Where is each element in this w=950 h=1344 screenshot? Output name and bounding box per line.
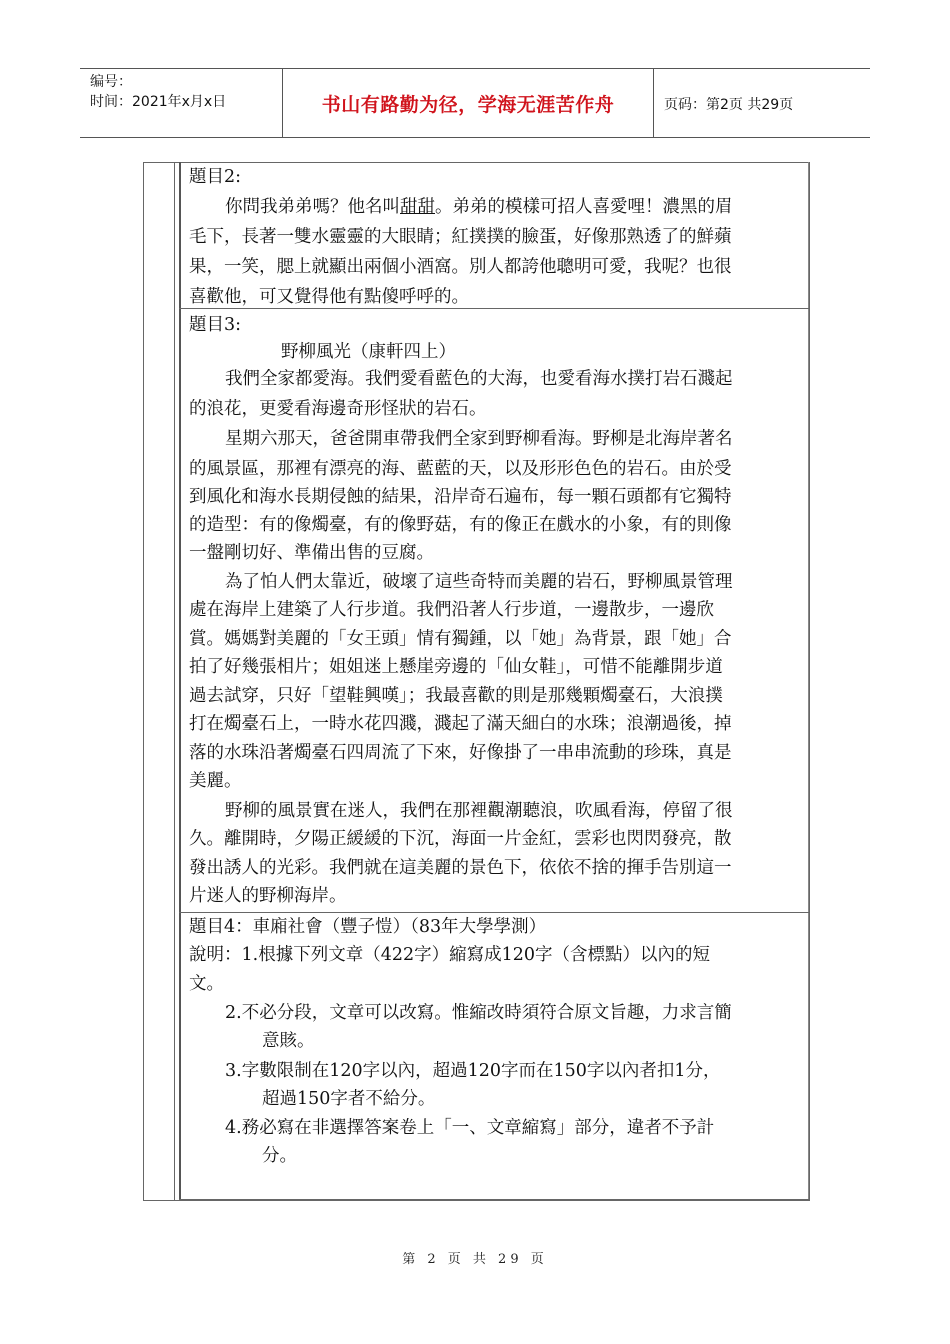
question-3-line: 星期六那天，爸爸開車帶我們全家到野柳看海。野柳是北海岸著名	[225, 429, 733, 449]
question-2-line: 喜歡他，可又覺得他有點傻呼呼的。	[189, 287, 469, 307]
header-meta	[80, 69, 282, 137]
question-3-line: 落的水珠沿著燭臺石四周流了下來，好像掛了一串串流動的珍珠，真是	[189, 743, 732, 763]
question-4-line: 3.字數限制在120字以內，超過120字而在150字以內者扣1分，	[225, 1061, 721, 1081]
question-3-line: 久。離開時，夕陽正緩緩的下沉，海面一片金紅，雲彩也閃閃發亮，散	[189, 829, 732, 849]
question-4-line: 2.不必分段，文章可以改寫。惟縮改時須符合原文旨趣，力求言簡	[225, 1003, 732, 1023]
question-4-line: 分。	[262, 1146, 297, 1166]
question-3-line: 的造型：有的像燭臺，有的像野菇，有的像正在戲水的小象，有的則像	[189, 515, 732, 535]
document-code-label: 编号：	[90, 74, 132, 90]
table-left-column-divider	[174, 162, 175, 1201]
question-3-line: 一盤剛切好、準備出售的豆腐。	[189, 543, 434, 563]
question-3-line: 過去試穿，只好「望鞋興嘆」；我最喜歡的則是那幾顆燭臺石，大浪撲	[189, 686, 723, 706]
question-4-line: 意賅。	[262, 1031, 315, 1051]
text-span: 。弟弟的模樣可招人喜愛哩！濃黑的眉	[435, 197, 733, 217]
question-2-line	[225, 192, 733, 222]
question-3-line: 野柳的風景實在迷人，我們在那裡觀潮聽浪，吹風看海，停留了很	[225, 801, 733, 821]
question-4-line: 說明：1.根據下列文章（422字）縮寫成120字（含標點）以內的短	[189, 945, 710, 965]
question-3-line: 的風景區，那裡有漂亮的海、藍藍的天，以及形形色色的岩石。由於受	[189, 459, 732, 479]
question-3-line: 賞。媽媽對美麗的「女王頭」情有獨鍾，以「她」為背景，跟「她」合	[189, 629, 732, 649]
header-page-info: 页码：第2页 共29页	[664, 97, 794, 113]
underlined-name: 甜甜	[400, 197, 435, 217]
question-3-line: 片迷人的野柳海岸。	[189, 886, 347, 906]
question-2-line: 果，一笑，腮上就顯出兩個小酒窩。別人都誇他聰明可愛，我呢？也很	[189, 257, 732, 277]
text-span: 你問我弟弟嗎？他名叫	[225, 197, 400, 217]
question-3-line: 打在燭臺石上，一時水花四濺，濺起了滿天細白的水珠；浪潮過後，掉	[189, 714, 732, 734]
question-3-line: 為了怕人們太靠近，破壞了這些奇特而美麗的岩石，野柳風景管理	[225, 572, 733, 592]
question-2-title: 題目2:	[189, 167, 242, 187]
page-footer: 第 2 页 共 29 页	[402, 1252, 548, 1267]
question-4-line: 4.務必寫在非選擇答案卷上「一、文章縮寫」部分，違者不予計	[225, 1118, 715, 1138]
question-2-line: 毛下，長著一雙水靈靈的大眼睛；紅撲撲的臉蛋，好像那熟透了的鮮蘋	[189, 227, 732, 247]
question-3-line: 拍了好幾張相片；姐姐迷上懸崖旁邊的「仙女鞋」，可惜不能離開步道	[189, 657, 723, 677]
row-divider	[179, 1199, 809, 1200]
question-3-line: 處在海岸上建築了人行步道。我們沿著人行步道，一邊散步，一邊欣	[189, 600, 714, 620]
question-3-line: 發出誘人的光彩。我們就在這美麗的景色下，依依不捨的揮手告別這一	[189, 858, 732, 878]
question-3-subtitle: 野柳風光（康軒四上）	[281, 342, 456, 362]
question-3-line: 到風化和海水長期侵蝕的結果，沿岸奇石遍布，每一顆石頭都有它獨特	[189, 487, 732, 507]
header-divider	[653, 69, 654, 137]
document-date: 时间：2021年x月x日	[90, 94, 227, 110]
question-4-line: 超過150字者不給分。	[262, 1089, 436, 1109]
question-4-line: 文。	[189, 974, 224, 994]
question-4-title: 題目4：車廂社會（豐子愷）（83年大學學測）	[189, 917, 547, 937]
question-3-title: 題目3:	[189, 315, 242, 335]
question-3-line: 美麗。	[189, 771, 242, 791]
question-3-line: 的浪花，更愛看海邊奇形怪狀的岩石。	[189, 399, 487, 419]
page-header	[80, 68, 870, 138]
header-motto: 书山有路勤为径，学海无涯苦作舟	[321, 93, 615, 116]
question-3-line: 我們全家都愛海。我們愛看藍色的大海，也愛看海水撲打岩石濺起	[225, 369, 733, 389]
